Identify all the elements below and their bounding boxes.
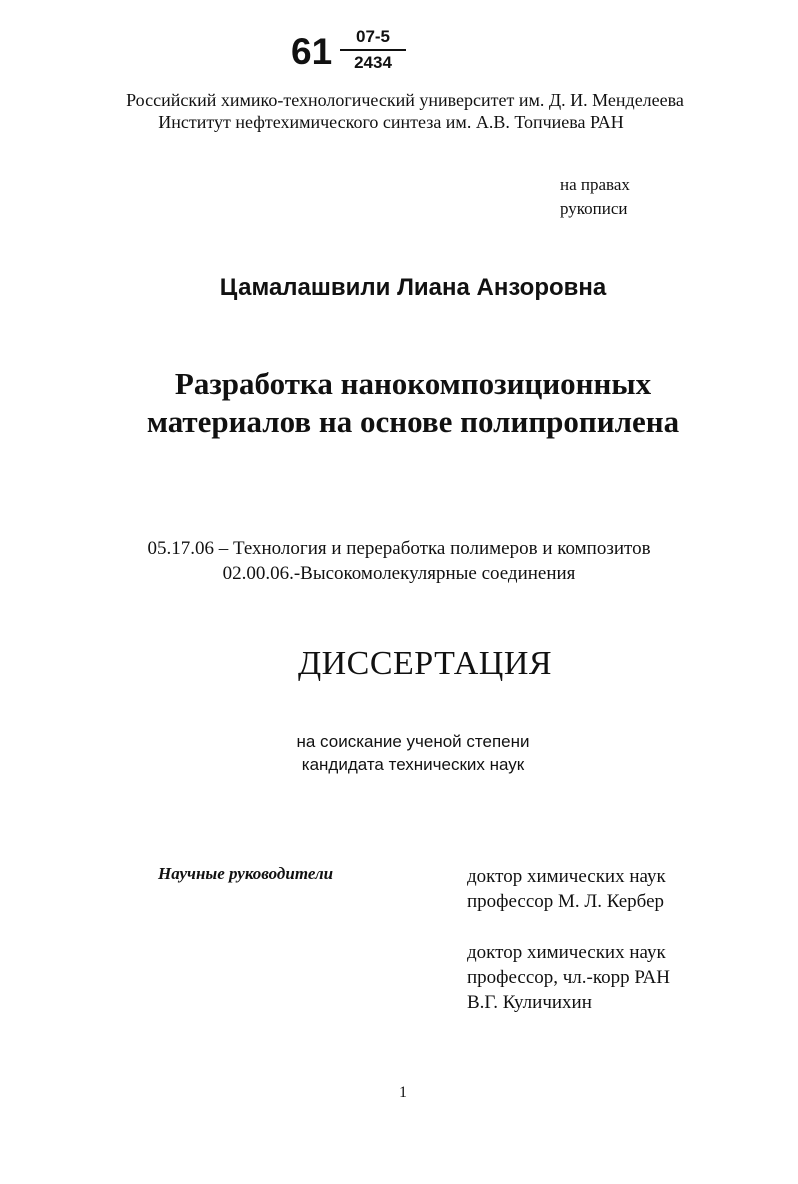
title-line1: Разработка нанокомпозиционных (174, 366, 652, 401)
supervisor-first-degree: доктор химических наук (467, 866, 666, 887)
institute-name: Институт нефтехимического синтеза им. А.В. Топчиева РАН (158, 112, 624, 132)
page-number: 1 (399, 1084, 407, 1101)
manuscript-rights-line2: рукописи (560, 199, 628, 218)
supervisor-first-name: профессор М. Л. Кербер (467, 891, 665, 912)
degree-line1: на соискание ученой степени (296, 732, 530, 751)
degree-line2: кандидата технических наук (301, 755, 525, 774)
supervisor-second (467, 940, 670, 1015)
archive-number-numerator: 07-5 (355, 27, 391, 46)
supervisor-second-name: В.Г. Куличихин (467, 992, 592, 1013)
supervisor-second-title: профессор, чл.-корр РАН (467, 967, 670, 988)
specialty-line1: 05.17.06 – Технология и переработка полимеров и композитов (147, 538, 651, 559)
archive-number-fraction (340, 26, 406, 73)
document-type-heading: ДИССЕРТАЦИЯ (297, 645, 553, 682)
author-name: Цамалашвили Лиана Анзоровна (219, 274, 607, 301)
specialty-line2: 02.00.06.-Высокомолекулярные соединения (222, 563, 576, 584)
manuscript-rights-line1: на правах (560, 175, 630, 194)
dissertation-title (14, 365, 798, 441)
manuscript-rights (560, 173, 630, 221)
university-name: Российский химико-технологический университет им. Д. И. Менделеева (126, 90, 684, 110)
supervisor-second-degree: доктор химических наук (467, 942, 666, 963)
archive-number-denominator: 2434 (354, 53, 392, 72)
fraction-bar (340, 49, 406, 51)
title-line2: материалов на основе полипропилена (146, 404, 680, 439)
supervisors-label: Научные руководители (158, 864, 334, 883)
archive-number-main: 61 (291, 31, 333, 72)
supervisor-first (467, 864, 666, 914)
